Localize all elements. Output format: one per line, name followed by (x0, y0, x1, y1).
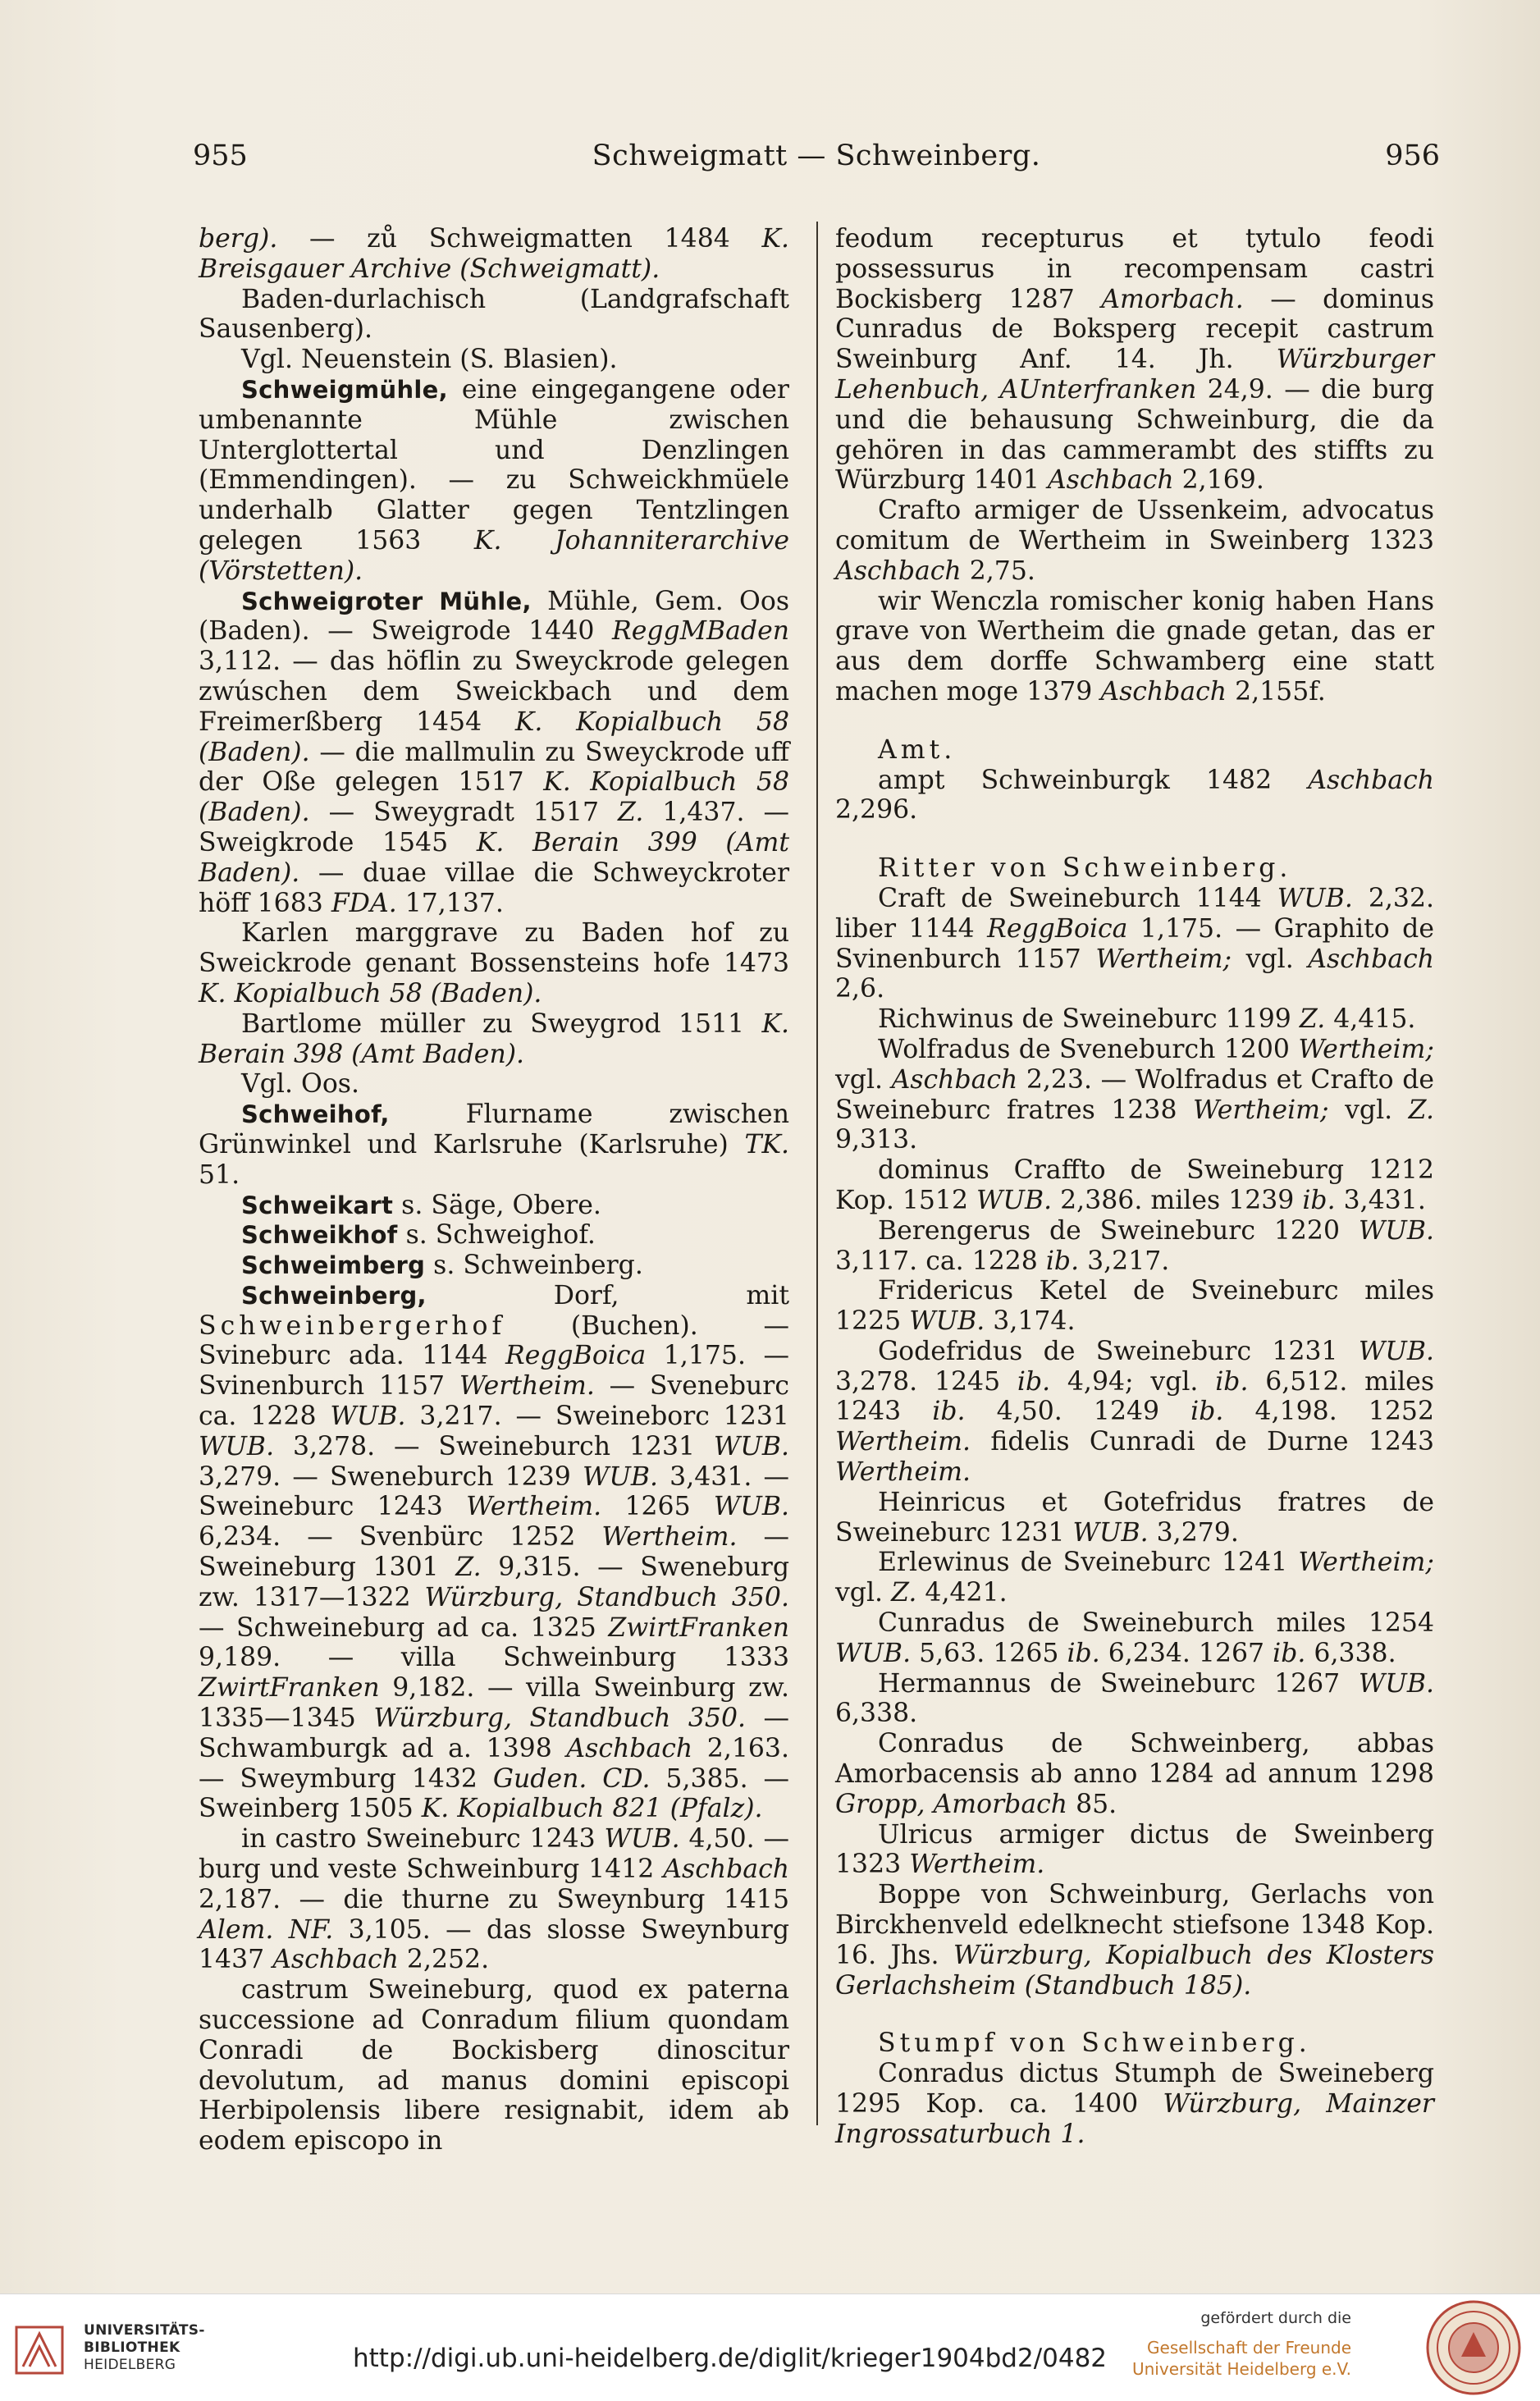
citation-italic: ZwirtFranken (608, 1612, 789, 1643)
text-run: ampt Schweinburgk 1482 (878, 765, 1309, 795)
university-seal-icon (1425, 2299, 1522, 2396)
entry-paragraph (199, 1191, 789, 1221)
text-run: s. Schweighof. (397, 1220, 596, 1251)
text-run: 4,94; vgl. (1050, 1366, 1216, 1397)
text-run: 3,278. 1245 (835, 1366, 1017, 1397)
text-run: — Schwamburgk ad a. 1398 (199, 1704, 790, 1763)
entry-paragraph (199, 1069, 789, 1100)
citation-italic: ZwirtFranken (199, 1673, 380, 1704)
text-run: 4,198. 1252 (1223, 1397, 1434, 1427)
citation-italic: Z. (891, 1578, 917, 1608)
citation-italic: ReggMBaden (612, 616, 789, 647)
citation-italic: Z. (455, 1553, 482, 1583)
entry-paragraph (835, 1337, 1434, 1488)
text-run: 4,50. — burg und veste Schweinburg 1412 (199, 1824, 789, 1885)
spaced-text: Ritter von Schweinberg. (878, 853, 1292, 884)
entry-paragraph (835, 884, 1434, 1004)
text-run: 3,105. — das slosse Sweynburg 1437 (199, 1914, 790, 1975)
headword: Schweigroter Mühle, (241, 587, 532, 615)
headword: Schweigmühle, (241, 375, 448, 404)
citation-italic: Aschbach (1047, 465, 1174, 496)
entry-paragraph (835, 1216, 1434, 1277)
entry-paragraph (199, 285, 789, 345)
spaced-text: Stumpf von Schweinberg. (878, 2028, 1311, 2059)
citation-italic: K. Berain 398 (Amt Baden). (199, 1008, 789, 1069)
citation-italic: WUB. (713, 1492, 789, 1522)
citation-italic: Würzburger Lehenbuch, AUnterfranken (835, 345, 1434, 405)
sponsor-line-2: Universität Heidelberg e.V. (1131, 2359, 1351, 2379)
entry-paragraph (199, 1975, 789, 2156)
entry-paragraph (835, 1276, 1434, 1337)
headword: Schweikart (241, 1191, 394, 1219)
citation-italic: Aschbach (835, 556, 962, 586)
column-divider (816, 222, 818, 2125)
text-run: 2,6. (835, 974, 885, 1004)
text-run: 6,338. (1305, 1638, 1396, 1668)
text-run: — dominus Cunradus de Boksperg recepit castrum Sweinburg Anf. 14. Jh. (835, 284, 1434, 375)
text-run: Heinricus et Gotefridus fratres de Sweineburc 1231 (835, 1487, 1434, 1548)
citation-italic: Wertheim; (1298, 1548, 1434, 1578)
entry-paragraph (835, 1004, 1434, 1035)
citation-italic: Guden. CD. (492, 1763, 651, 1794)
entry-paragraph (835, 2059, 1434, 2149)
text-run: Fridericus Ketel de Sveineburc miles 1225 (835, 1276, 1434, 1337)
text-run: Berengerus de Sweineburc 1220 (878, 1215, 1359, 1246)
text-run: Mühle, Gem. Oos (Baden). — Sweigrode 1440 (199, 586, 789, 647)
citation-italic: ReggBoica (505, 1341, 647, 1371)
text-run: 6,234. 1267 (1099, 1638, 1273, 1668)
text-run: — zů Schweigmatten 1484 (277, 224, 762, 254)
left-text-column (199, 224, 789, 2156)
citation-italic: Aschbach (1308, 944, 1434, 974)
text-run: Hermannus de Sweineburc 1267 (878, 1668, 1359, 1699)
text-run: — duae villae die Schweyckroter höff 1683 (199, 858, 789, 918)
citation-italic: Würzburg, Mainzer Ingrossaturbuch 1. (835, 2089, 1434, 2149)
citation-italic: Aschbach (891, 1064, 1018, 1095)
text-run: Godefridus de Sweineburc 1231 (878, 1336, 1359, 1366)
citation-italic: Alem. NF. (199, 1914, 334, 1945)
text-run: 2,32. liber 1144 (835, 883, 1435, 944)
citation-italic: Amorbach. (1101, 284, 1244, 314)
entry-paragraph (835, 1669, 1434, 1730)
text-run: 6,512. miles 1243 (835, 1366, 1434, 1427)
citation-italic: Wertheim. (835, 1457, 971, 1488)
entry-paragraph (835, 1820, 1434, 1881)
entry-paragraph (835, 587, 1434, 707)
citation-italic: Aschbach (1308, 765, 1434, 795)
section-heading (835, 735, 1434, 766)
sponsor-credit (1132, 2309, 1351, 2380)
citation-italic: WUB. (199, 1431, 275, 1461)
text-run: Craft de Sweineburch 1144 (878, 883, 1277, 913)
library-line-2: BIBLIOTHEK (84, 2339, 181, 2356)
entry-paragraph (835, 1880, 1434, 2001)
text-run: Conradus dictus Stumph de Sweineberg 1295 Kop. ca. 1400 (835, 2059, 1434, 2120)
entry-paragraph (835, 1548, 1434, 1608)
entry-paragraph (199, 1251, 789, 1281)
citation-italic: WUB. (604, 1824, 680, 1854)
entry-paragraph (199, 345, 789, 375)
text-run: 2,296. (835, 795, 918, 825)
headword: Schweinberg, (241, 1281, 427, 1310)
text-run: 9,315. — Sweneburg zw. 1317—1322 (199, 1553, 789, 1612)
text-run: 4,421. (916, 1578, 1008, 1608)
text-run: vgl. (1232, 944, 1309, 974)
text-run: 17,137. (396, 888, 504, 918)
citation-italic: Gropp, Amorbach (835, 1789, 1068, 1819)
citation-italic: K. Kopialbuch 58 (Baden). (199, 707, 789, 767)
text-run: Vgl. Neuenstein (S. Blasien). (241, 345, 618, 375)
text-run: 2,252. (398, 1945, 490, 1975)
text-run: 4,50. 1249 (965, 1397, 1191, 1427)
entry-paragraph (199, 1281, 789, 1824)
citation-italic: ib. (1302, 1185, 1336, 1215)
citation-italic: WUB. (909, 1306, 985, 1337)
text-run: castrum Sweineburg, quod ex paterna successione ad Conradum filium quondam Conradi de Bockisberg dinoscitur devolutum, ad manus domini episcopi Herbipolensis libere resignabit, idem ab eodem episcopo in (199, 1975, 789, 2156)
citation-italic: Wertheim; (1298, 1034, 1434, 1064)
entry-paragraph (199, 918, 789, 1008)
citation-italic: Wertheim. (459, 1371, 595, 1402)
citation-italic: WUB. (713, 1431, 789, 1461)
spaced-text: Schweinbergerhof (199, 1310, 506, 1341)
entry-paragraph (199, 587, 789, 919)
citation-italic: K. Kopialbuch 58 (Baden). (199, 978, 542, 1008)
text-run: 1,437. — Sweigkrode 1545 (199, 798, 789, 858)
library-logo-icon (15, 2326, 64, 2375)
text-run: vgl. (835, 1064, 892, 1095)
text-run: 2,155f. (1227, 676, 1326, 707)
headword: Schweihof, (241, 1100, 390, 1129)
text-run: — Schweineburg ad ca. 1325 (199, 1612, 609, 1643)
text-run: 9,313. (835, 1125, 918, 1155)
text-run: 3,431. — Sweineburc 1243 (199, 1461, 790, 1522)
text-run: 85. (1067, 1789, 1117, 1819)
text-run: Crafto armiger de Ussenkeim, advocatus comitum de Wertheim in Sweinberg 1323 (835, 496, 1434, 556)
text-run: feodum recepturus et tytulo feodi possessurus in recompensam castri Bockisberg 1287 (835, 224, 1434, 314)
citation-italic: Z. (1408, 1095, 1434, 1125)
text-run: 3,117. ca. 1228 (835, 1246, 1046, 1276)
citation-italic: Wertheim; (1192, 1095, 1329, 1125)
text-run: 2,75. (961, 556, 1035, 586)
citation-italic: WUB. (835, 1638, 912, 1668)
text-run: 1265 (601, 1492, 714, 1522)
text-run: 6,338. (835, 1699, 918, 1729)
entry-paragraph (835, 1729, 1434, 1819)
text-run: — Sveneburc ca. 1228 (199, 1371, 790, 1432)
sponsor-prefix: gefördert durch die (1200, 2309, 1351, 2327)
citation-italic: Wertheim. (466, 1492, 602, 1522)
text-run: Erlewinus de Sveineburc 1241 (878, 1548, 1299, 1578)
text-run: vgl. (1328, 1095, 1409, 1125)
running-header (193, 139, 1440, 181)
text-run: Boppe von Schweinburg, Gerlachs von Birckhenveld edelknecht stiefsone 1348 Kop. 16. Jhs. (835, 1880, 1434, 1970)
citation-italic: berg). (199, 224, 278, 254)
footer-bar (0, 2294, 1540, 2401)
text-run: Bartlome müller zu Sweygrod 1511 (241, 1008, 762, 1039)
spaced-text: Amt. (878, 734, 957, 765)
citation-italic: Würzburg, Standbuch 350. (424, 1582, 789, 1612)
text-run: Cunradus de Sweineburch miles 1254 (878, 1608, 1434, 1639)
library-name (84, 2322, 205, 2374)
text-run: 3,279. — Sweneburch 1239 (199, 1461, 583, 1492)
citation-italic: Z. (618, 798, 644, 828)
text-run: Richwinus de Sweineburc 1199 (878, 1004, 1300, 1035)
text-run: 3,431. (1335, 1185, 1426, 1215)
text-run: 2,386. miles 1239 (1052, 1185, 1303, 1215)
text-run: Flurname zwischen Grünwinkel und Karlsruhe (Karlsruhe) (199, 1100, 789, 1159)
text-run: vgl. (835, 1578, 892, 1608)
text-run: 6,234. — Svenbürc 1252 (199, 1522, 602, 1553)
citation-italic: K. Kopialbuch 58 (Baden). (199, 767, 790, 828)
headword: Schweimberg (241, 1251, 426, 1280)
citation-italic: TK. (744, 1129, 789, 1159)
text-run: 5,63. 1265 (911, 1638, 1067, 1668)
citation-italic: Würzburg, Kopialbuch des Klosters Gerlachsheim (Standbuch 185). (835, 1940, 1435, 2001)
citation-italic: ib. (1273, 1638, 1306, 1668)
text-run: s. Schweinberg. (425, 1251, 643, 1281)
text-run: fidelis Cunradi de Durne 1243 (971, 1427, 1434, 1457)
entry-paragraph (835, 496, 1434, 586)
citation-italic: K. Berain 399 (Amt Baden). (199, 827, 789, 888)
citation-italic: WUB. (582, 1461, 659, 1492)
citation-italic: Aschbach (272, 1945, 399, 1975)
entry-paragraph (835, 766, 1434, 826)
text-run: 2,187. — die thurne zu Sweynburg 1415 (199, 1884, 789, 1914)
citation-italic: Würzburg, Standbuch 350. (373, 1704, 747, 1734)
text-run: 3,217. — Sweineborc 1231 (405, 1402, 789, 1432)
citation-italic: Aschbach (663, 1854, 789, 1885)
library-line-1: UNIVERSITÄTS- (84, 2322, 205, 2339)
text-run: 3,174. (985, 1306, 1076, 1337)
headword: Schweikhof (241, 1221, 398, 1250)
text-run: 24,9. — die burg und die behausung Schweinburg, die da gehören in das cammerambt des stiffts zu Würzburg 1401 (835, 374, 1434, 496)
citation-italic: WUB. (1358, 1215, 1434, 1246)
text-run: 3,112. — das höflin zu Sweyckrode gelegen zwúschen dem Sweickbach und dem Freimerßberg 1454 (199, 647, 789, 737)
citation-italic: Wertheim. (909, 1850, 1045, 1880)
text-run: s. Säge, Obere. (393, 1190, 601, 1220)
text-run: (Buchen). — Svineburc ada. 1144 (199, 1310, 789, 1371)
citation-italic: WUB. (1072, 1517, 1149, 1548)
page-title: Schweigmatt — Schweinberg. (592, 139, 1041, 172)
text-run: 51. (199, 1159, 240, 1190)
citation-italic: WUB. (330, 1402, 406, 1432)
text-run: wir Wenczla romischer konig haben Hans grave von Wertheim die gnade getan, das er aus dem dorffe Schwamberg eine statt machen moge 1379 (835, 586, 1434, 707)
text-run: Ulricus armiger dictus de Sweinberg 1323 (835, 1819, 1434, 1880)
text-run: in castro Sweineburc 1243 (241, 1824, 605, 1854)
page-number-left: 955 (193, 139, 248, 172)
page-number-right: 956 (1385, 139, 1440, 172)
entry-paragraph (835, 1035, 1434, 1155)
text-run: 1,175. — Graphito de Svinenburch 1157 (835, 913, 1434, 974)
citation-italic: K. Kopialbuch 821 (Pfalz). (421, 1794, 763, 1824)
text-run: 9,182. — villa Sweinburg zw. 1335—1345 (199, 1673, 789, 1734)
citation-italic: ib. (932, 1397, 966, 1427)
text-run: Conradus de Schweinberg, abbas Amorbacensis ab anno 1284 ad annum 1298 (835, 1729, 1434, 1790)
citation-italic: ib. (1190, 1397, 1224, 1427)
citation-italic: Wertheim; (1095, 944, 1232, 974)
text-run: 2,169. (1173, 465, 1264, 496)
text-run: Wolfradus de Sveneburch 1200 (878, 1034, 1299, 1064)
entry-paragraph (835, 224, 1434, 496)
sponsor-line-1: Gesellschaft der Freunde (1147, 2338, 1351, 2358)
text-run: 3,217. (1079, 1246, 1170, 1276)
text-run: — Sweygradt 1517 (309, 798, 618, 828)
text-run: — Sweineburg 1301 (199, 1522, 789, 1583)
entry-paragraph (199, 1824, 789, 1975)
citation-italic: Aschbach (1100, 676, 1227, 707)
entry-paragraph (835, 1155, 1434, 1216)
text-run: — die mallmulin zu Sweyckrode uff der Oße gelegen 1517 (199, 737, 789, 798)
entry-paragraph (835, 1608, 1434, 1669)
citation-italic: ib. (1017, 1366, 1051, 1397)
citation-italic: Wertheim. (601, 1522, 738, 1553)
citation-italic: WUB. (1277, 883, 1353, 913)
citation-italic: Aschbach (566, 1733, 693, 1763)
text-run: 1,175. — Svinenburch 1157 (199, 1341, 789, 1402)
text-run: 2,163. — Sweymburg 1432 (199, 1733, 789, 1794)
library-line-3: HEIDELBERG (84, 2357, 176, 2373)
citation-italic: ib. (1045, 1246, 1080, 1276)
text-run: 9,189. — villa Schweinburg 1333 (199, 1643, 789, 1673)
entry-paragraph (199, 1009, 789, 1070)
citation-italic: K. Breisgauer Archive (Schweigmatt). (199, 224, 789, 284)
permalink-url[interactable]: http://digi.ub.uni-heidelberg.de/diglit/krieger1904bd2/0482 (353, 2344, 1108, 2373)
text-run: eine eingegangene oder umbenannte Mühle zwischen Unterglottertal und Denzlingen (Emmendingen). — zu Schweickhmüele underhalb Glatter gegen Tentzlingen gelegen 1563 (199, 374, 789, 556)
text-run: 3,279. (1148, 1517, 1239, 1548)
entry-paragraph (199, 224, 789, 285)
text-run: 5,385. — Sweinberg 1505 (199, 1763, 789, 1824)
section-heading (835, 2028, 1434, 2059)
text-run: Karlen marggrave zu Baden hof zu Sweickrode genant Bossensteins hofe 1473 (199, 918, 789, 979)
entry-paragraph (199, 375, 789, 587)
entry-paragraph (199, 1100, 789, 1190)
citation-italic: WUB. (976, 1185, 1053, 1215)
citation-italic: FDA. (331, 888, 397, 918)
citation-italic: K. Johanniterarchive (Vörstetten). (199, 525, 789, 586)
right-text-column (835, 224, 1434, 2150)
entry-paragraph (835, 1488, 1434, 1548)
citation-italic: ib. (1215, 1366, 1249, 1397)
text-run: 3,278. — Sweineburch 1231 (274, 1431, 714, 1461)
citation-italic: ib. (1067, 1638, 1100, 1668)
text-run: 2,23. — Wolfradus et Crafto de Sweineburc fratres 1238 (835, 1064, 1435, 1125)
citation-italic: ReggBoica (987, 913, 1128, 944)
section-heading (835, 853, 1434, 884)
entry-paragraph (199, 1220, 789, 1251)
text-run: 4,415. (1325, 1004, 1416, 1035)
text-run: Dorf, mit (426, 1280, 789, 1310)
text-run: Baden-durlachisch (Landgrafschaft Sausenberg). (199, 284, 789, 345)
citation-italic: Wertheim. (835, 1427, 971, 1457)
text-run: Vgl. Oos. (241, 1069, 359, 1100)
text-run: dominus Craffto de Sweineburg 1212 Kop. 1512 (835, 1155, 1434, 1215)
citation-italic: Z. (1299, 1004, 1326, 1035)
citation-italic: WUB. (1358, 1668, 1434, 1699)
citation-italic: WUB. (1358, 1336, 1434, 1366)
